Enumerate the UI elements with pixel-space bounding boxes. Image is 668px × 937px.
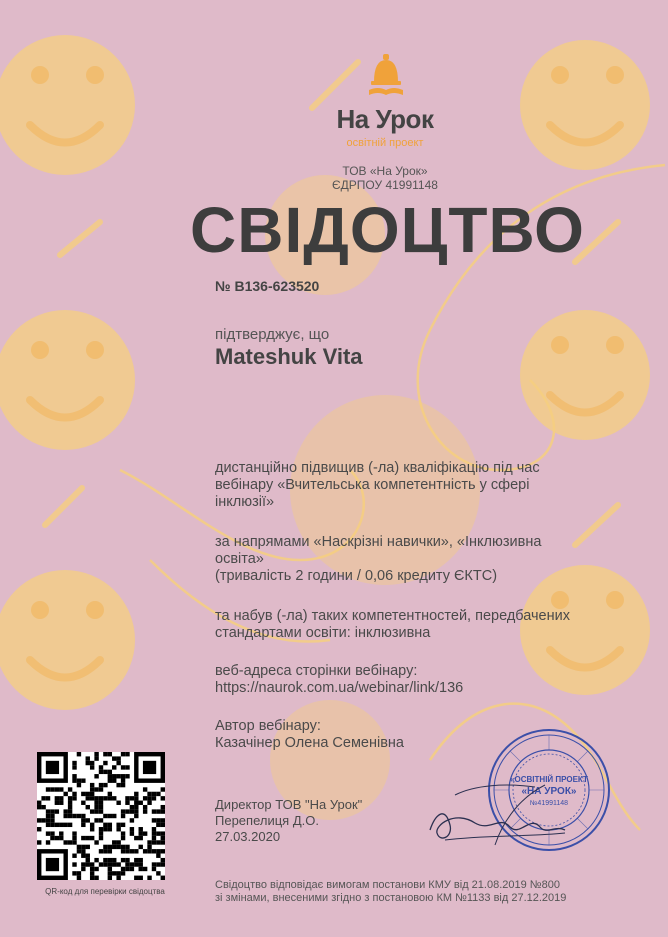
text-line: (тривалість 2 години / 0,06 кредиту ЄКТС) — [215, 568, 498, 584]
text-line: інклюзії» — [215, 494, 275, 510]
qr-caption: QR-код для перевірки свідоцтва — [45, 887, 165, 896]
competencies-text — [215, 608, 615, 642]
organization-name: ТОВ «На Урок» — [342, 164, 428, 178]
director-signature — [415, 775, 580, 855]
text-line: веб-адреса сторінки вебінару: — [215, 663, 418, 679]
stamp-line-2: «НА УРОК» — [521, 786, 577, 797]
certificate-number: № В136-623520 — [215, 278, 320, 294]
text-line: вебінару «Вчительська компетентність у сфері — [215, 477, 530, 493]
footer-line: Свідоцтво відповідає вимогам постанови КМУ від 21.08.2019 №800 — [215, 879, 560, 891]
organization-info — [280, 164, 490, 192]
text-line: за напрямами «Наскрізні навички», «Інклюзивна — [215, 534, 542, 550]
text-line: та набув (-ла) таких компетентностей, передбачених — [215, 608, 570, 624]
organization-code: ЄДРПОУ 41991148 — [332, 178, 438, 192]
logo-subtitle: освітній проект — [346, 137, 424, 149]
stamp-line-1: «ОСВІТНІЙ ПРОЕКТ — [510, 775, 588, 784]
author-name: Казачінер Олена Семенівна — [215, 735, 404, 751]
logo-name: На Урок — [336, 104, 434, 134]
stamp-line-3: №41991148 — [529, 800, 569, 807]
confirms-text: підтверджує, що — [215, 326, 330, 343]
directions-text — [215, 534, 615, 585]
director-name: Перепелиця Д.О. — [215, 813, 319, 828]
qualification-text — [215, 460, 615, 511]
issue-date: 27.03.2020 — [215, 829, 281, 844]
person-name: Mateshuk Vita — [215, 344, 363, 369]
bell-book-icon — [366, 52, 406, 102]
text-line: Автор вебінару: — [215, 718, 321, 734]
qr-code[interactable] — [37, 752, 165, 880]
text-line: стандартами освіти: інклюзивна — [215, 625, 431, 641]
footer-line: зі змінами, внесеними згідно з постановою КМ №1133 від 27.12.2019 — [215, 892, 567, 904]
certificate-title: СВІДОЦТВО — [190, 194, 585, 266]
text-line: освіта» — [215, 551, 264, 567]
text-line: дистанційно підвищив (-ла) кваліфікацію під час — [215, 460, 540, 476]
text-line: Директор ТОВ "На Урок" — [215, 797, 363, 812]
legal-footer — [215, 879, 635, 905]
qr-code-image — [37, 752, 165, 880]
webinar-link-text — [215, 663, 615, 697]
webinar-url[interactable]: https://naurok.com.ua/webinar/link/136 — [215, 680, 464, 696]
